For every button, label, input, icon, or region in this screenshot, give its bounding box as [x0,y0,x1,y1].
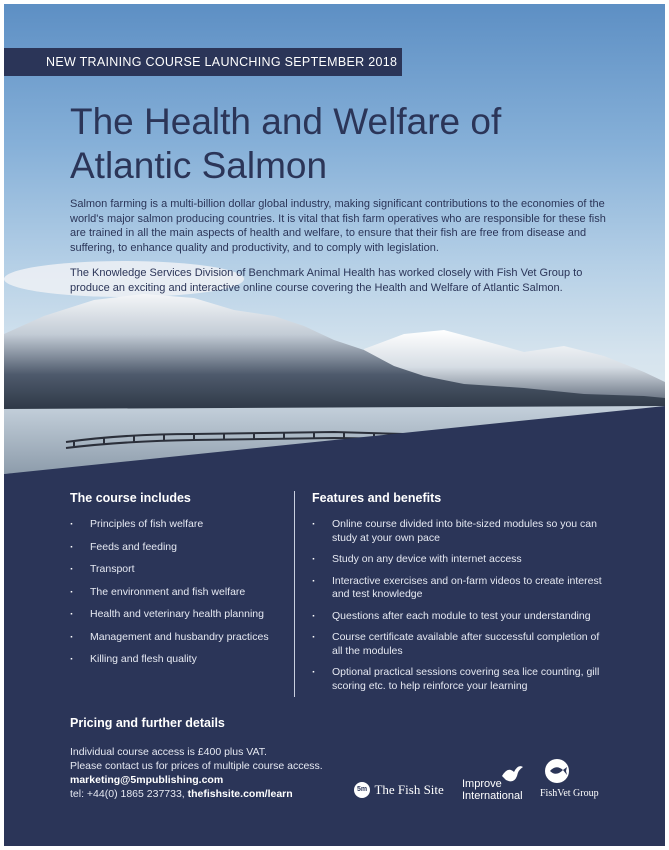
list-item: · Health and veterinary health planning [70,608,285,622]
banner-text: NEW TRAINING COURSE LAUNCHING SEPTEMBER 2018 [46,55,398,69]
page-title [70,100,630,188]
pricing-line-2: Please contact us for prices of multiple course access. [70,760,323,772]
fishsite-name: The Fish Site [374,781,444,797]
email-link[interactable]: marketing@5mpublishing.com [70,774,224,786]
list-item: · Principles of fish welfare [70,518,285,532]
international-text: International [462,790,523,802]
improve-text: Improve [462,778,502,790]
contact-line [70,787,360,801]
list-item: · Study on any device with internet access [312,553,612,567]
course-heading: The course includes [70,491,191,505]
column-divider [294,491,295,697]
telephone: tel: +44(0) 1865 237733, [70,788,188,800]
course-list [70,518,285,676]
flyer-page [4,4,665,846]
pricing-line-1: Individual course access is £400 plus VAT. [70,746,267,758]
list-item: · Management and husbandry practices [70,631,285,645]
list-item: · Feeds and feeding [70,541,285,555]
title-line-2: Atlantic Salmon [70,145,328,186]
fishvet-group-logo [540,758,614,806]
fishsite-logo [354,781,444,799]
intro-paragraph-1: Salmon farming is a multi-billion dollar global industry, making significant contributions to the economies of the world's major salmon producing countries. It is vital that fish farm operatives who are responsible for these fish are trained in all the main aspects of health and welfare, to ensure that their fish are free from disease and suffering, to enhance quality and productivity, and to comply with legislation. [70,198,606,254]
list-item: · Questions after each module to test your understanding [312,610,612,624]
list-item: · Course certificate available after successful completion of all the modules [312,631,612,658]
intro-paragraph-2: The Knowledge Services Division of Benchmark Animal Health has worked closely with Fish Vet Group to produce an exciting and interactive online course covering the Health and Welfare of Atlantic Salmon. [70,267,583,294]
list-item: · Transport [70,563,285,577]
fishsite-badge: 5m [354,782,370,798]
partner-logos [354,756,614,806]
list-item: · Optional practical sessions covering sea lice counting, gill scoring etc. to help reinforce your learning [312,666,612,693]
improve-international-logo [462,764,532,804]
list-item: · The environment and fish welfare [70,586,285,600]
pricing-heading: Pricing and further details [70,716,225,730]
launch-banner [4,48,402,76]
intro-text [70,197,610,306]
list-item: · Killing and flesh quality [70,653,285,667]
features-list [312,518,612,701]
title-line-1: The Health and Welfare of [70,101,502,142]
pricing-details [70,745,360,801]
features-heading: Features and benefits [312,491,442,505]
list-item: · Online course divided into bite-sized modules so you can study at your own pace [312,518,612,545]
fishvet-text: FishVet Group [540,788,599,799]
website-link[interactable]: thefishsite.com/learn [187,788,293,800]
list-item: · Interactive exercises and on-farm videos to create interest and test knowledge [312,575,612,602]
fish-circle-icon [544,758,570,784]
